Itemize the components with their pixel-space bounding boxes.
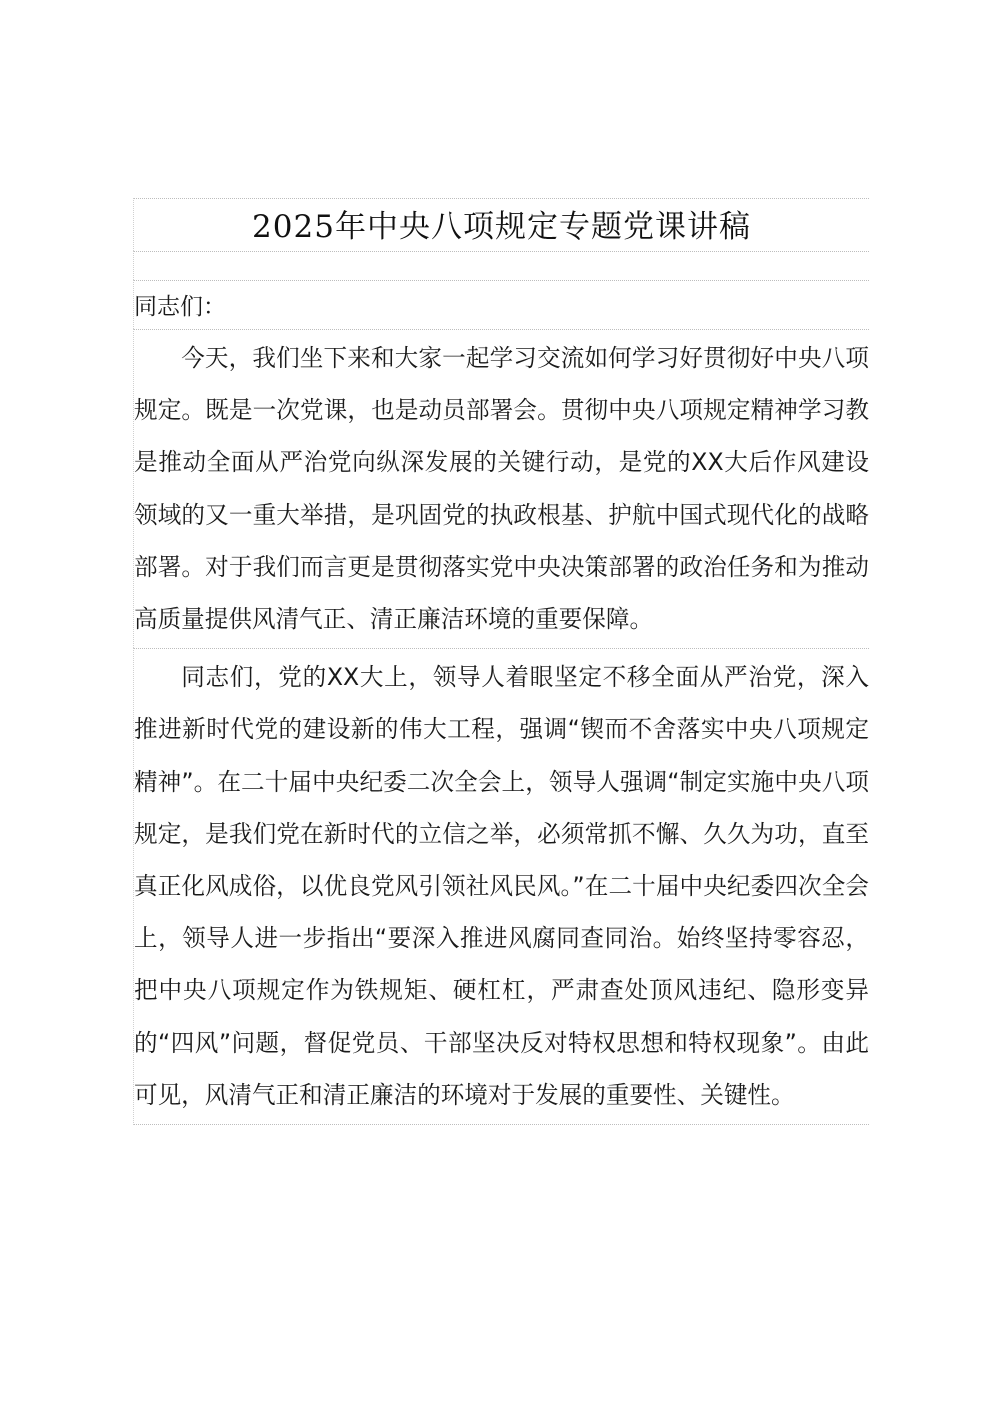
paragraph-2: 同志们，党的XX大上，领导人着眼坚定不移全面从严治党，深入推进新时代党的建设新的伟大工程，强调“锲而不舍落实中央八项规定精神”。在二十届中央纪委二次全会上，领导人强调“制定实施中央八项规定，是我们党在新时代的立信之举，必须常抓不懈、久久为功，直至真正化风成俗，以优良党风引领社风民风。”在二十届中央纪委四次全会上，领导人进一步指出“要深入推进风腐同查同治。始终坚持零容忍，把中央八项规定作为铁规矩、硬杠杠，严肃查处顶风违纪、隐形变异的“四风”问题，督促党员、干部坚决反对特权思想和特权现象”。由此可见，风清气正和清正廉洁的环境对于发展的重要性、关键性。 [133, 648, 869, 1125]
paragraph-1: 今天，我们坐下来和大家一起学习交流如何学习好贯彻好中央八项规定。既是一次党课，也是动员部署会。贯彻中央八项规定精神学习教是推动全面从严治党向纵深发展的关键行动，是党的XX大后作风建设领域的又一重大举措，是巩固党的执政根基、护航中国式现代化的战略部署。对于我们而言更是贯彻落实党中央决策部署的政治任务和为推动高质量提供风清气正、清正廉洁环境的重要保障。 [133, 329, 869, 648]
blank-line [133, 251, 869, 280]
document-title: 2025年中央八项规定专题党课讲稿 [133, 198, 869, 251]
document-body [133, 198, 869, 1125]
greeting: 同志们： [133, 280, 869, 329]
